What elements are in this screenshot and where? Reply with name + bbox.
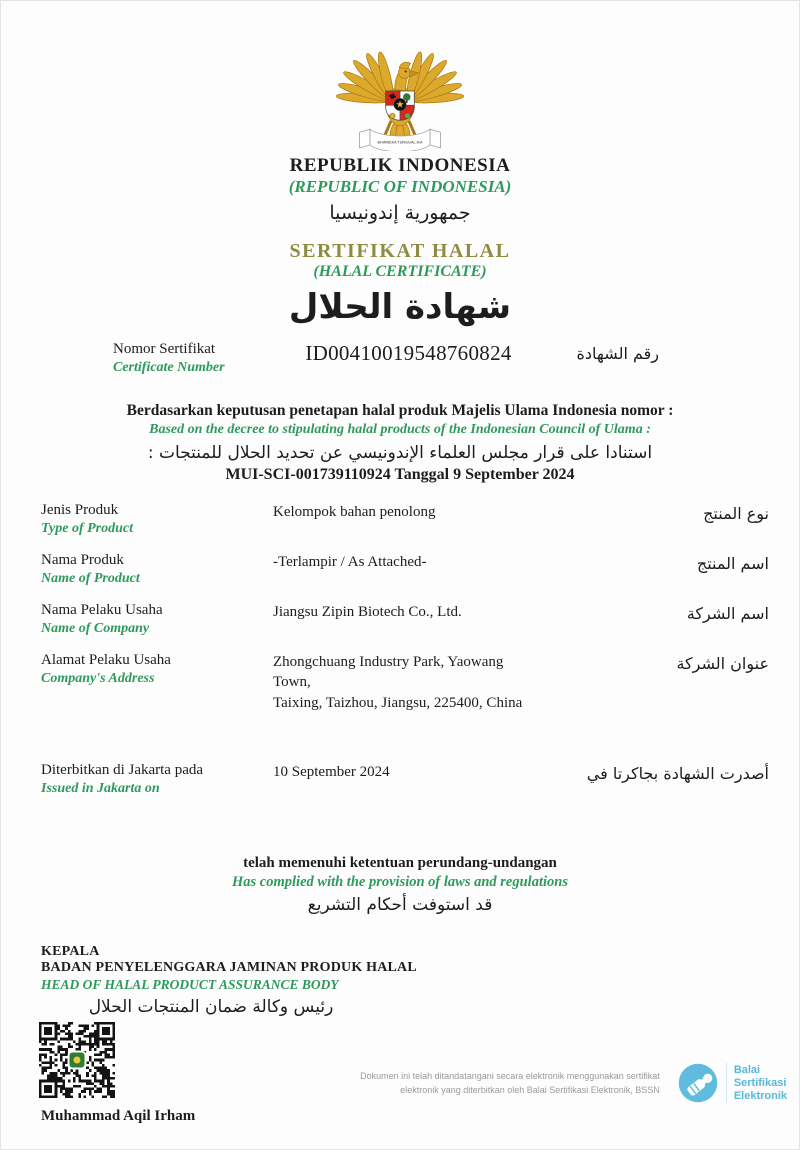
field-row-company-address bbox=[1, 651, 799, 713]
certificate-number-label: Nomor Sertifikat Certificate Number bbox=[113, 341, 225, 375]
decree-text-arabic: استنادا على قرار مجلس العلماء الإندونيسي عن تحديد الحلال للمنتجات : bbox=[147, 443, 653, 463]
field-row-company-name bbox=[1, 601, 799, 638]
document-title: SERTIFIKAT HALAL bbox=[289, 240, 511, 262]
bsre-logo bbox=[676, 1061, 787, 1105]
compliance-statement bbox=[1, 854, 799, 918]
decree-number: MUI-SCI-001739110924 Tanggal 9 September 2024 bbox=[225, 466, 575, 483]
document-title-arabic: شهادة الحلال bbox=[288, 287, 512, 327]
field-label-arabic: نوع المنتج bbox=[703, 504, 769, 523]
electronic-signature-disclaimer: Dokumen ini telah ditandatangani secara elektronik menggunakan sertifikat elektronik yang diterbitkan oleh Balai Sertifikasi Elektronik, BSSN bbox=[360, 1071, 660, 1095]
certificate-number-value: ID00410019548760824 bbox=[305, 341, 512, 365]
field-label: Nama Pelaku Usaha Name of Company bbox=[41, 602, 163, 636]
field-value: 10 September 2024 bbox=[273, 764, 390, 780]
qr-code bbox=[39, 1022, 115, 1098]
divider bbox=[726, 1063, 727, 1103]
field-value: -Terlampir / As Attached- bbox=[273, 554, 427, 570]
certificate-number-label-arabic: رقم الشهادة bbox=[576, 344, 659, 363]
signatory-agency: BADAN PENYELENGGARA JAMINAN PRODUK HALAL bbox=[41, 960, 417, 975]
field-label: Diterbitkan di Jakarta pada Issued in Jakarta on bbox=[41, 762, 204, 796]
country-name-english: (REPUBLIC OF INDONESIA) bbox=[288, 177, 512, 196]
field-row-issued-date bbox=[1, 761, 799, 798]
signatory-name: Muhammad Aqil Irham bbox=[41, 1108, 196, 1124]
field-value: Kelompok bahan penolong bbox=[273, 504, 436, 520]
field-row-product-name bbox=[1, 551, 799, 588]
halal-logo-qr-center bbox=[68, 1051, 87, 1070]
signatory-title: KEPALA bbox=[41, 944, 100, 959]
bsre-name: Balai Sertifikasi Elektronik bbox=[733, 1063, 787, 1102]
country-name: REPUBLIK INDONESIA bbox=[289, 155, 511, 176]
field-label-arabic: عنوان الشركة bbox=[676, 654, 769, 673]
field-label-arabic: اسم الشركة bbox=[686, 604, 769, 623]
compliance-text-arabic: قد استوفت أحكام التشريع bbox=[307, 895, 493, 915]
compliance-text-indonesian: telah memenuhi ketentuan perundang-undangan bbox=[243, 855, 557, 871]
footer bbox=[360, 1061, 787, 1105]
compliance-text-english: Has complied with the provision of laws and regulations bbox=[232, 874, 568, 890]
field-row-product-type bbox=[1, 501, 799, 538]
decree-text-indonesian: Berdasarkan keputusan penetapan halal produk Majelis Ulama Indonesia nomor : bbox=[126, 402, 674, 419]
field-value: Jiangsu Zipin Biotech Co., Ltd. bbox=[273, 604, 462, 620]
bsre-stamp-icon bbox=[676, 1061, 720, 1105]
document-title-english: (HALAL CERTIFICATE) bbox=[313, 263, 487, 280]
field-label-arabic: اسم المنتج bbox=[696, 554, 769, 573]
decree-statement bbox=[1, 401, 799, 485]
field-label: Alamat Pelaku Usaha Company's Address bbox=[41, 652, 171, 686]
field-value: Zhongchuang Industry Park, Yaowang Town, Taixing, Taizhou, Jiangsu, 225400, China bbox=[273, 654, 523, 711]
garuda-pancasila-emblem bbox=[325, 37, 475, 151]
signatory-title-arabic: رئيس وكالة ضمان المنتجات الحلال bbox=[88, 997, 334, 1017]
signatory-title-english: HEAD OF HALAL PRODUCT ASSURANCE BODY bbox=[41, 977, 339, 992]
decree-text-english: Based on the decree to stipulating halal products of the Indonesian Council of Ulama : bbox=[149, 422, 651, 437]
field-label-arabic: أصدرت الشهادة بجاكرتا في bbox=[586, 764, 769, 783]
field-label: Jenis Produk Type of Product bbox=[41, 502, 134, 536]
field-label: Nama Produk Name of Product bbox=[41, 552, 140, 586]
certificate-fields bbox=[1, 501, 799, 798]
certificate-number-row bbox=[1, 340, 799, 377]
country-name-arabic: جمهورية إندونيسيا bbox=[329, 202, 471, 224]
emblem-motto: BHINNEKA TUNGGAL IKA bbox=[377, 140, 423, 145]
